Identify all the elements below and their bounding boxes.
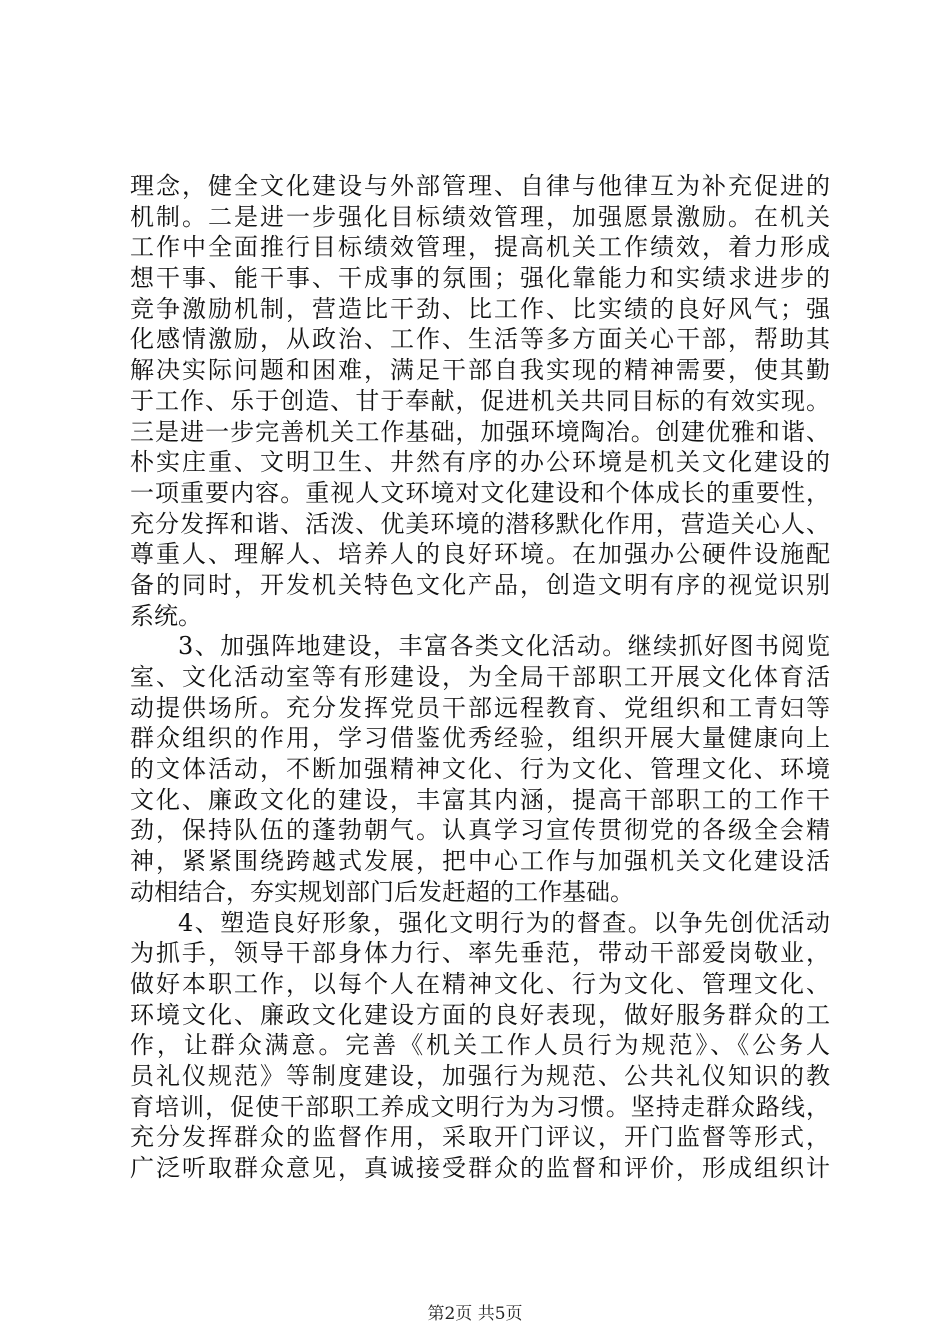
text-line: 动相结合，夯实规划部门后发赶超的工作基础。 — [130, 877, 634, 906]
text-line: 充分发挥群众的监督作用，采取开门评议，开门监督等形式， — [130, 1123, 830, 1152]
text-line: 备的同时，开发机关特色文化产品，创造文明有序的视觉识别 — [130, 570, 830, 599]
text-line: 室、文化活动室等有形建设，为全局干部职工开展文化体育活 — [130, 663, 830, 691]
text-line: 想干事、能干事、干成事的氛围；强化靠能力和实绩求进步的 — [130, 264, 830, 293]
text-line: 工作中全面推行目标绩效管理，提高机关工作绩效，着力形成 — [130, 233, 830, 262]
text-line: 三是进一步完善机关工作基础，加强环境陶冶。创建优雅和谐、 — [130, 417, 830, 446]
text-line: 劲，保持队伍的蓬勃朝气。认真学习宣传贯彻党的各级全会精 — [130, 816, 830, 845]
text-line: 尊重人、理解人、培养人的良好环境。在加强办公硬件设施配 — [130, 540, 830, 569]
text-line: 朴实庄重、文明卫生、井然有序的办公环境是机关文化建设的 — [130, 448, 830, 477]
text-line: 的文体活动，不断加强精神文化、行为文化、管理文化、环境 — [130, 755, 830, 784]
text-line: 机制。二是进一步强化目标绩效管理，加强愿景激励。在机关 — [130, 202, 830, 231]
text-line: 员礼仪规范》等制度建设，加强行为规范、公共礼仪知识的教 — [130, 1061, 830, 1090]
text-line: 于工作、乐于创造、甘于奉献，促进机关共同目标的有效实现。 — [130, 386, 830, 415]
text-line: 一项重要内容。重视人文环境对文化建设和个体成长的重要性， — [130, 478, 830, 507]
text-line: 作，让群众满意。完善《机关工作人员行为规范》、《公务人 — [130, 1031, 830, 1060]
body-text — [130, 171, 830, 1184]
text-line: 充分发挥和谐、活泼、优美环境的潜移默化作用，营造关心人、 — [130, 509, 830, 538]
text-line: 神，紧紧围绕跨越式发展，把中心工作与加强机关文化建设活 — [130, 847, 830, 876]
text-line: 化感情激励，从政治、工作、生活等多方面关心干部，帮助其 — [130, 325, 830, 354]
text-line: 竞争激励机制，营造比干劲、比工作、比实绩的良好风气；强 — [130, 294, 830, 323]
text-line: 广泛听取群众意见，真诚接受群众的监督和评价，形成组织计 — [130, 1154, 830, 1182]
text-line: 环境文化、廉政文化建设方面的良好表现，做好服务群众的工 — [130, 1000, 830, 1029]
text-line: 育培训，促使干部职工养成文明行为为习惯。坚持走群众路线， — [130, 1092, 830, 1121]
text-line: 解决实际问题和困难，满足干部自我实现的精神需要，使其勤 — [130, 356, 830, 385]
text-line: 3、加强阵地建设，丰富各类文化活动。继续抓好图书阅览 — [178, 632, 830, 661]
text-line: 系统。 — [130, 601, 202, 630]
page-footer: 第2页 共5页 — [427, 1304, 523, 1324]
text-line: 动提供场所。充分发挥党员干部远程教育、党组织和工青妇等 — [130, 693, 830, 722]
text-line: 文化、廉政文化的建设，丰富其内涵，提高干部职工的工作干 — [130, 785, 830, 814]
text-line: 做好本职工作，以每个人在精神文化、行为文化、管理文化、 — [130, 969, 830, 998]
text-line: 群众组织的作用，学习借鉴优秀经验，组织开展大量健康向上 — [130, 724, 830, 753]
text-line: 理念，健全文化建设与外部管理、自律与他律互为补充促进的 — [130, 172, 830, 200]
text-line: 为抓手，领导干部身体力行、率先垂范，带动干部爱岗敬业， — [130, 939, 830, 968]
text-line: 4、塑造良好形象，强化文明行为的督查。以争先创优活动 — [178, 908, 830, 937]
